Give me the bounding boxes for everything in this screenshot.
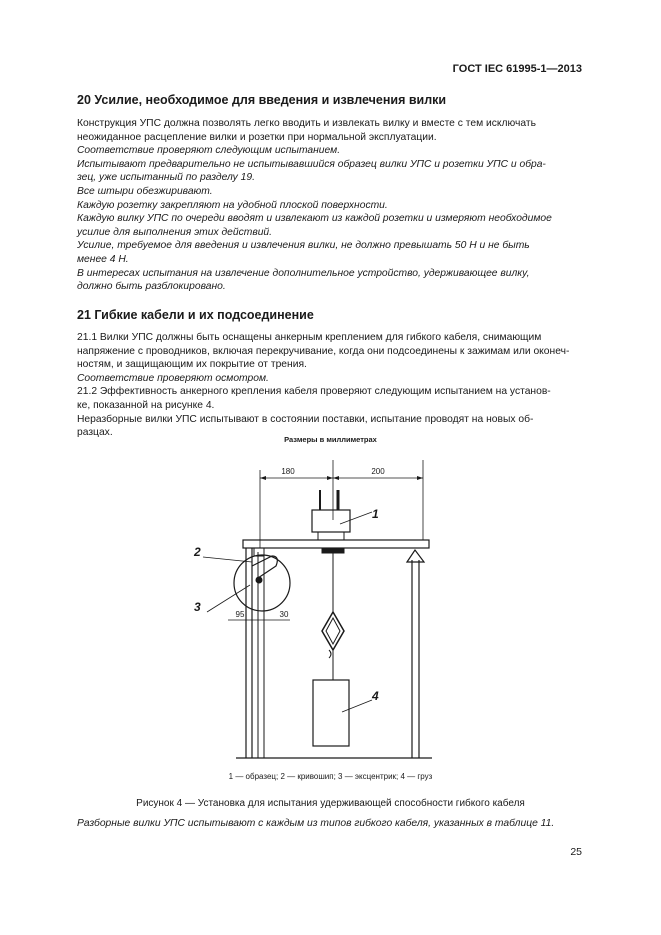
s21-line-6: Неразборные вилки УПС испытывают в состоянии поставки, испытание проводят на новых об- [77,413,534,425]
section-20-title: 20 Усилие, необходимое для введения и извлечения вилки [77,93,447,107]
s20-line-9: Усилие, требуемое для введения и извлечения вилки, не должно превышать 50 Н и не быть [77,240,530,252]
dim-200: 200 [371,467,385,476]
s20-line-12: должно быть разблокировано. [77,281,226,293]
label-4: 4 [372,689,379,703]
label-2: 2 [194,545,201,559]
s21-line-2: ностям, и защищающим их покрытие от трения. [77,359,307,371]
s21-line-3: Соответствие проверяют осмотром. [77,372,269,384]
s21-line-0: 21.1 Вилки УПС должны быть оснащены анкерным креплением для гибкого кабеля, снимающим [77,332,542,343]
s20-line-10: менее 4 Н. [77,253,129,265]
s20-line-11: В интересах испытания на извлечение дополнительное устройство, удерживающее вилку, [77,267,530,279]
s21-line-7: разцах. [77,427,113,439]
s21-line-1: напряжение с проводников, включая перекручивание, когда они подсоединены к зажимам или оконеч- [77,345,570,357]
dim-180: 180 [281,467,295,476]
s20-line-8: усилие для выполнения этих действий. [77,226,273,238]
s21-line-5: ке, показанной на рисунке 4. [77,399,215,411]
figure-caption: Рисунок 4 — Установка для испытания удерживающей способности гибкого кабеля [136,798,525,809]
standard-header: ГОСТ IEC 61995-1—2013 [452,63,582,75]
figure-units-note: Размеры в миллиметрах [284,435,377,444]
s20-line-7: Каждую вилку УПС по очереди вводят и извлекают из каждой розетки и измеряют необходимое [77,213,552,225]
section-21-title: 21 Гибкие кабели и их подсоединение [77,308,314,322]
s20-line-1: неожиданное расцепление вилки и розетки при нормальной эксплуатации. [77,131,437,143]
s20-line-0: Конструкция УПС должна позволять легко вводить и извлекать вилку и вместе с тем исключать [77,118,537,129]
s20-line-6: Каждую розетку закрепляют на удобной плоской поверхности. [77,199,388,211]
s21-line-4: 21.2 Эффективность анкерного крепления кабеля проверяют следующим испытанием на установ- [77,386,551,398]
s20-line-2: Соответствие проверяют следующим испытанием. [77,145,341,157]
label-3: 3 [194,600,201,614]
label-1: 1 [372,507,379,521]
page-number: 25 [570,846,582,858]
figure-legend: 1 — образец; 2 — кривошип; 3 — эксцентрик; 4 — груз [228,772,433,781]
s20-line-4: зец, уже испытанный по разделу 19. [77,172,255,184]
s20-line-5: Все штыри обезжиривают. [77,185,213,197]
final-paragraph: Разборные вилки УПС испытывают с каждым из типов гибкого кабеля, указанных в таблице 11. [77,818,555,829]
dim-95: 95 [235,610,245,619]
s20-line-3: Испытывают предварительно не испытывавшийся образец вилки УПС и розетки УПС и обра- [77,158,546,170]
dim-30: 30 [279,610,289,619]
